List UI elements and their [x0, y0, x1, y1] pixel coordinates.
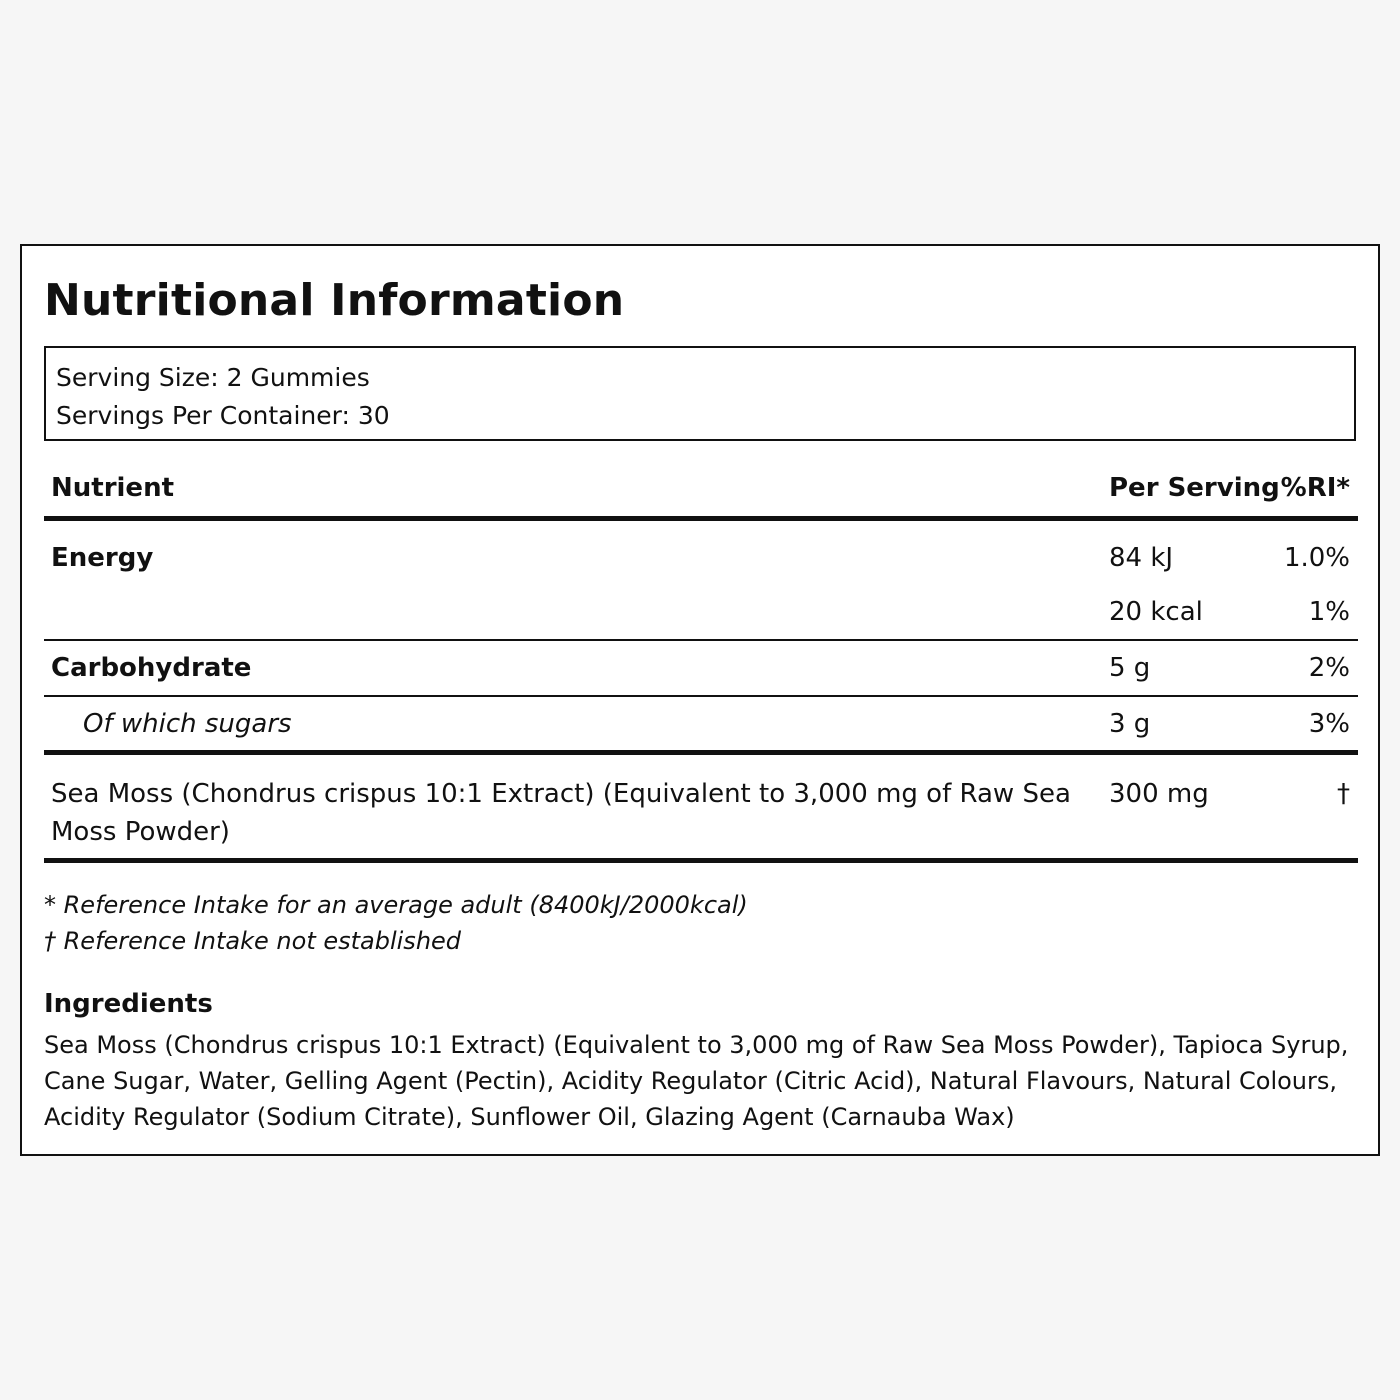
row-sugars-name: Of which sugars: [83, 709, 292, 739]
row-divider: [44, 695, 1358, 697]
row-carbohydrate-amount: 5 g: [1109, 653, 1151, 683]
page-title: Nutritional Information: [44, 275, 625, 326]
row-carbohydrate-ri: 2%: [1308, 653, 1350, 683]
row-sea-moss-name-line1: Sea Moss (Chondrus crispus 10:1 Extract) (Equivalent to 3,000 mg of Raw Sea: [51, 779, 1071, 809]
footnote-ri: * Reference Intake for an average adult (8400kJ/2000kcal): [44, 891, 748, 919]
row-energy-name: Energy: [51, 543, 154, 573]
serving-size: Serving Size: 2 Gummies: [56, 363, 370, 392]
ingredients-text: Sea Moss (Chondrus crispus 10:1 Extract) (Equivalent to 3,000 mg of Raw Sea Moss Powder), Tapioca Syrup, Cane Sugar, Water, Gelling Agent (Pectin), Acidity Regulator (Citric Acid), Natural Flavours, Natural Colours, Acidity Regulator (Sodium Citrate), Sunflower Oil, Glazing Agent (Carnauba Wax): [44, 1031, 1349, 1131]
row-sugars-ri: 3%: [1308, 709, 1350, 739]
table-bottom-rule: [44, 858, 1358, 863]
row-energy-kj: 84 kJ: [1109, 543, 1174, 573]
row-energy-kcal-ri: 1%: [1308, 597, 1350, 627]
header-ri: %RI*: [1280, 473, 1350, 503]
row-sugars-amount: 3 g: [1109, 709, 1151, 739]
ingredients-title: Ingredients: [44, 989, 213, 1019]
row-sea-moss-amount: 300 mg: [1109, 779, 1209, 809]
section-rule: [44, 750, 1358, 755]
header-rule: [44, 516, 1358, 521]
row-sea-moss-name-line2: Moss Powder): [51, 817, 230, 847]
row-energy-kcal: 20 kcal: [1109, 597, 1203, 627]
nutrition-panel: [20, 244, 1380, 1156]
row-sea-moss-ri: †: [1337, 779, 1350, 809]
header-nutrient: Nutrient: [51, 473, 175, 503]
row-divider: [44, 639, 1358, 641]
footnote-dagger: † Reference Intake not established: [44, 927, 462, 955]
servings-per-container: Servings Per Container: 30: [56, 401, 390, 430]
serving-info-box: [44, 346, 1356, 441]
row-carbohydrate-name: Carbohydrate: [51, 653, 252, 683]
row-energy-kj-ri: 1.0%: [1283, 543, 1350, 573]
header-per-serving: Per Serving: [1109, 473, 1280, 503]
